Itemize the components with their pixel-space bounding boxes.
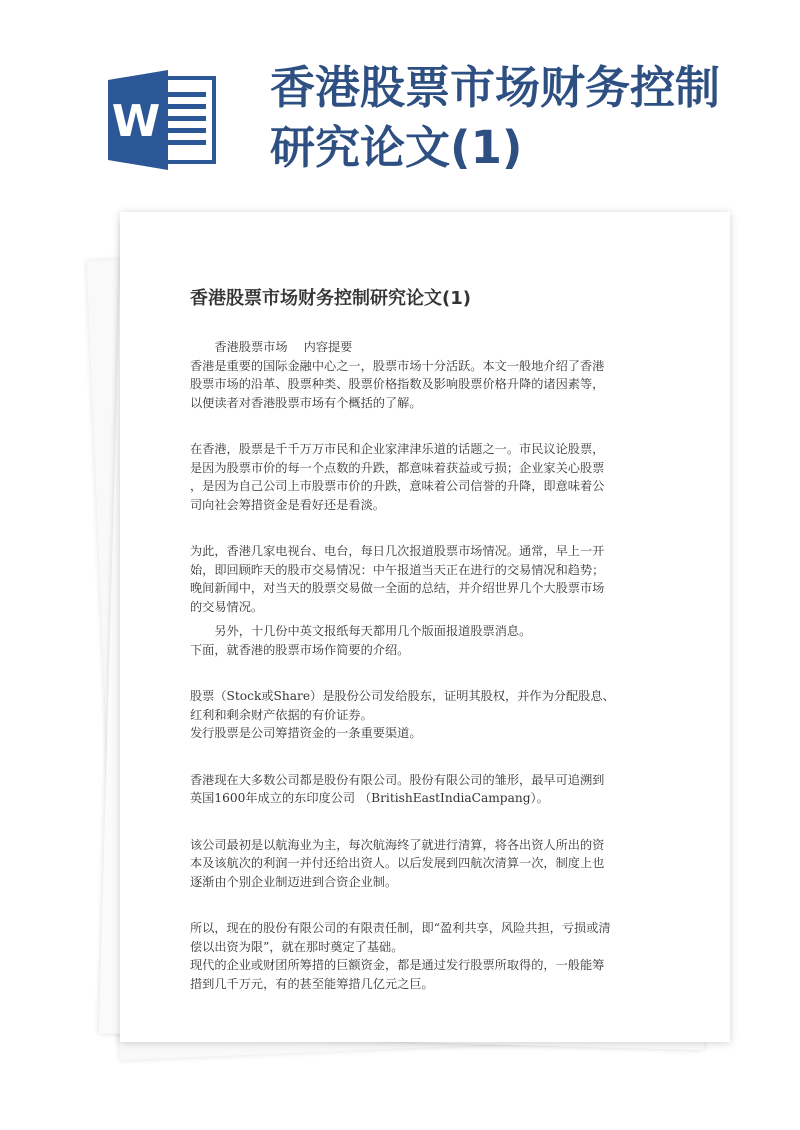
page-title [270,58,780,178]
document-body [190,338,660,993]
document-title: 香港股票市场财务控制研究论文(1) [190,288,471,309]
page-title-line-2: 研究论文(1) [270,121,523,174]
paragraph-7: 该公司最初是以航海业为主，每次航海终了就进行清算，将各出资人所出的资 本及该航次的利润一并付还给出资人。以后发展到四航次清算一次，制度上也 逐渐由个别企业制迈进到合资企业制。 [190,837,605,889]
paragraph-3: 为此，香港几家电视台、电台，每日几次报道股票市场情况。通常，早上一开 始，即回顾昨天的股市交易情况：中午报道当天正在进行的交易情况和趋势； 晚间新闻中，对当天的股票交易做一全面的总结，并介绍世界几个大股票市场 的交易情况。 [190,544,605,614]
abstract-label: 香港股票市场 内容提要 [214,340,353,354]
paragraph-4b: 下面，就香港的股票市场作简要的介绍。 [190,642,410,657]
page-title-line-1: 香港股票市场财务控制 [270,61,721,114]
paragraph-6: 香港现在大多数公司都是股份有限公司。股份有限公司的雏形，最早可追溯到 英国1600年成立的东印度公司 （BritishEastIndiaCampang）。 [190,772,605,805]
document-page [120,212,730,1042]
paragraph-4a: 另外，十几份中英文报纸每天都用几个版面报道股票消息。 [214,624,532,638]
word-document-icon [108,70,220,170]
paragraph-9: 现代的企业或财团所筹措的巨额资金，都是通过发行股票所取得的，一般能筹 措到几千万元，有的甚至能筹措几亿元之巨。 [190,958,605,991]
paragraph-1: 香港是重要的国际金融中心之一，股票市场十分活跃。本文一般地介绍了香港 股票市场的沿革、股票种类、股票价格指数及影响股票价格升降的诸因素等， 以便读者对香港股票市场有个概括的了解。 [190,358,605,410]
paragraph-8: 所以，现在的股份有限公司的有限责任制，即“盈利共享，风险共担，亏损或清 偿以出资为限”，就在那时奠定了基础。 [190,921,611,954]
paragraph-5b: 发行股票是公司筹措资金的一条重要渠道。 [190,726,422,740]
word-logo-letter: W [111,96,161,147]
paragraph-5: 股票（Stock或Share）是股份公司发给股东，证明其股权，并作为分配股息、 红利和剩余财产依据的有价证券。 [190,689,615,722]
paragraph-2: 在香港，股票是千千万万市民和企业家津津乐道的话题之一。市民议论股票， 是因为股票市价的每一个点数的升跌，都意味着获益或亏损；企业家关心股票 ，是因为自己公司上市股票市价的升跌，意味着公司信誉的升降，即意味着公 司向社会筹措资金是看好还是看淡。 [190,442,605,512]
